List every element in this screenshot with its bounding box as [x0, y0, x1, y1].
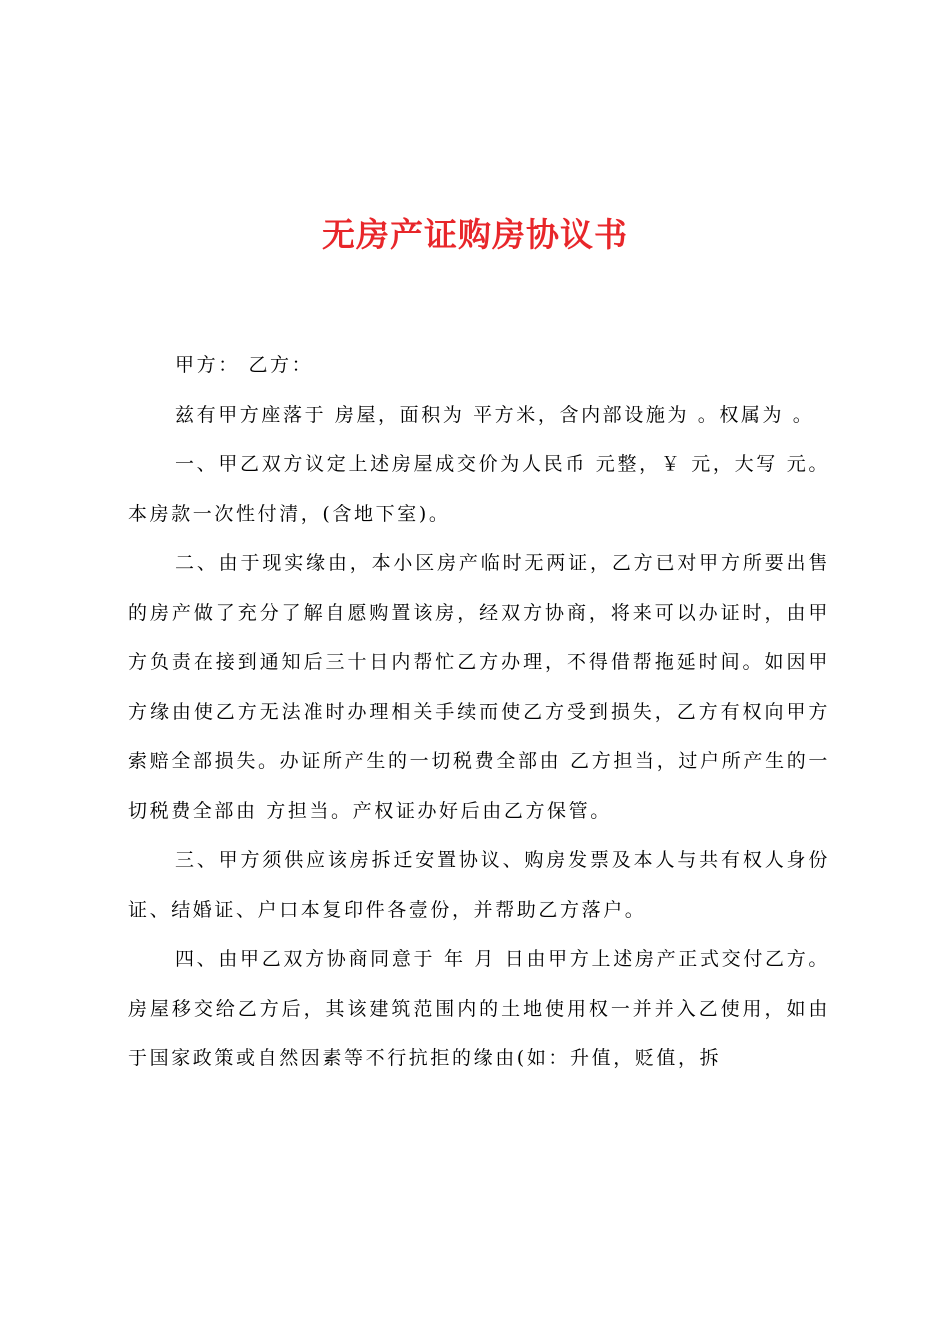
property-paragraph: 兹有甲方座落于 房屋，面积为 平方米，含内部设施为 。权属为 。: [175, 403, 815, 426]
clause-1-paragraph: 一、甲乙双方议定上述房屋成交价为人民币 元整，￥ 元，大写 元。本房款一次性付清，(含地下室)。: [128, 453, 830, 525]
clause-3-paragraph: 三、甲方须供应该房拆迁安置协议、购房发票及本人与共有权人身份证、结婚证、户口本复印件各壹份，并帮助乙方落户。: [128, 849, 830, 921]
clause-2-paragraph: 二、由于现实缘由，本小区房产临时无两证，乙方已对甲方所要出售的房产做了充分了解自愿购置该房，经双方协商，将来可以办证时，由甲方负责在接到通知后三十日内帮忙乙方办理，不得借帮拖延时间。如因甲方缘由使乙方无法准时办理相关手续而使乙方受到损失，乙方有权向甲方索赔全部损失。办证所产生的一切税费全部由 乙方担当，过户所产生的一切税费全部由 方担当。产权证办好后由乙方保管。: [128, 552, 830, 822]
document-body: [128, 341, 830, 1084]
party-line: 甲方： 乙方：: [175, 354, 314, 376]
document-title: 无房产证购房协议书: [322, 215, 628, 254]
clause-4-paragraph: 四、由甲乙双方协商同意于 年 月 日由甲方上述房产正式交付乙方。房屋移交给乙方后，其该建筑范围内的土地使用权一并并入乙使用，如由于国家政策或自然因素等不行抗拒的缘由(如：升值，贬值，拆: [128, 948, 830, 1069]
